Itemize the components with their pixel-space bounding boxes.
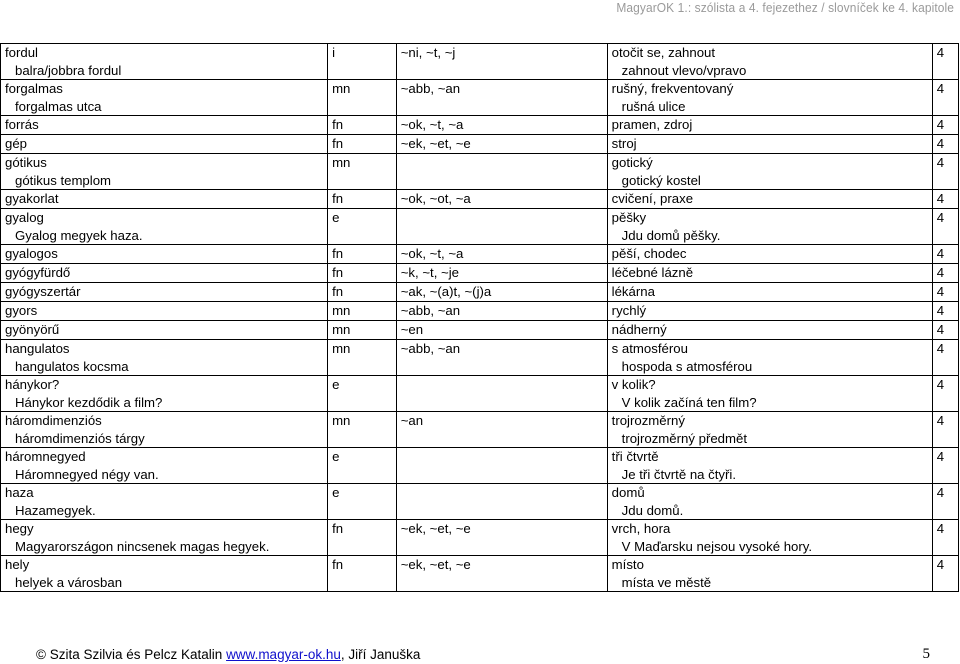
czech-translation-example: rušná ulice — [621, 98, 686, 114]
czech-translation — [607, 190, 932, 209]
word-type-text: mn — [332, 81, 351, 96]
hungarian-word — [1, 520, 328, 556]
hungarian-word — [1, 209, 328, 245]
vocab-row — [1, 190, 959, 209]
chapter-number-text: 4 — [936, 136, 945, 151]
hungarian-word-text: háromnegyed — [5, 449, 86, 464]
word-forms-text: ~ok, ~ot, ~a — [400, 191, 471, 206]
czech-translation-text: místo — [611, 557, 644, 572]
word-forms — [396, 412, 607, 448]
word-type-text: e — [332, 449, 340, 464]
word-forms-text: ~abb, ~an — [400, 81, 461, 96]
chapter-number — [932, 44, 958, 80]
czech-translation — [607, 340, 932, 376]
vocab-row — [1, 209, 959, 245]
hungarian-word — [1, 135, 328, 154]
word-forms-text: ~en — [400, 322, 424, 337]
chapter-number — [932, 154, 958, 190]
vocab-row — [1, 44, 959, 80]
chapter-number-text: 4 — [936, 210, 945, 225]
czech-translation — [607, 80, 932, 116]
word-type — [328, 135, 397, 154]
word-forms-text: ~ok, ~t, ~a — [400, 246, 464, 261]
hungarian-word-text: fordul — [5, 45, 38, 60]
hungarian-word — [1, 283, 328, 302]
chapter-number-text: 4 — [936, 341, 945, 356]
hungarian-word-example: háromdimenziós tárgy — [15, 430, 145, 446]
word-type-text: e — [332, 210, 340, 225]
czech-translation-text: vrch, hora — [611, 521, 671, 536]
hungarian-word — [1, 44, 328, 80]
chapter-number-text: 4 — [936, 521, 945, 536]
vocab-row — [1, 556, 959, 592]
word-forms-text: ~k, ~t, ~je — [400, 265, 459, 280]
hungarian-word — [1, 321, 328, 340]
czech-translation — [607, 209, 932, 245]
chapter-number — [932, 412, 958, 448]
word-type — [328, 412, 397, 448]
czech-translation-text: otočit se, zahnout — [611, 45, 716, 60]
czech-translation-text: stroj — [611, 136, 637, 151]
chapter-number — [932, 448, 958, 484]
czech-translation-text: rušný, frekventovaný — [611, 81, 734, 96]
word-forms-text: ~abb, ~an — [400, 341, 461, 356]
czech-translation — [607, 484, 932, 520]
word-forms-text: ~ek, ~et, ~e — [400, 557, 471, 572]
word-type — [328, 116, 397, 135]
czech-translation-text: lékárna — [611, 284, 655, 299]
page-header-title: MagyarOK 1.: szólista a 4. fejezethez / slovníček ke 4. kapitole — [616, 0, 954, 15]
word-type-text: fn — [332, 246, 344, 261]
vocabulary-table — [0, 43, 959, 592]
chapter-number — [932, 484, 958, 520]
word-forms — [396, 116, 607, 135]
word-forms — [396, 264, 607, 283]
word-forms — [396, 556, 607, 592]
word-type — [328, 340, 397, 376]
chapter-number — [932, 245, 958, 264]
hungarian-word-text: gyalog — [5, 210, 44, 225]
chapter-number — [932, 556, 958, 592]
chapter-number — [932, 80, 958, 116]
word-type-text: mn — [332, 322, 351, 337]
hungarian-word — [1, 80, 328, 116]
czech-translation-example: místa ve městě — [621, 574, 712, 590]
word-forms — [396, 448, 607, 484]
word-type-text: fn — [332, 557, 344, 572]
czech-translation — [607, 264, 932, 283]
hungarian-word — [1, 340, 328, 376]
czech-translation — [607, 412, 932, 448]
vocab-row — [1, 154, 959, 190]
czech-translation — [607, 44, 932, 80]
czech-translation — [607, 302, 932, 321]
czech-translation — [607, 376, 932, 412]
hungarian-word-text: hangulatos — [5, 341, 70, 356]
vocab-row — [1, 376, 959, 412]
hungarian-word-text: gótikus — [5, 155, 47, 170]
hungarian-word — [1, 190, 328, 209]
czech-translation — [607, 135, 932, 154]
word-type-text: fn — [332, 117, 344, 132]
vocab-row — [1, 135, 959, 154]
chapter-number-text: 4 — [936, 155, 945, 170]
word-forms — [396, 190, 607, 209]
vocab-row — [1, 245, 959, 264]
czech-translation-text: cvičení, praxe — [611, 191, 694, 206]
vocab-row — [1, 264, 959, 283]
word-type — [328, 556, 397, 592]
vocab-row — [1, 116, 959, 135]
word-forms — [396, 154, 607, 190]
copyright-icon: © — [36, 647, 46, 662]
hungarian-word-text: háromdimenziós — [5, 413, 102, 428]
hungarian-word — [1, 245, 328, 264]
czech-translation — [607, 321, 932, 340]
hungarian-word-example: Hánykor kezdődik a film? — [15, 394, 163, 410]
word-type-text: fn — [332, 284, 344, 299]
word-forms-text: ~ni, ~t, ~j — [400, 45, 456, 60]
word-forms — [396, 484, 607, 520]
website-link[interactable]: www.magyar-ok.hu — [226, 647, 341, 662]
word-type — [328, 321, 397, 340]
hungarian-word — [1, 448, 328, 484]
czech-translation — [607, 448, 932, 484]
hungarian-word-example: balra/jobbra fordul — [15, 62, 122, 78]
chapter-number — [932, 376, 958, 412]
hungarian-word-example: hangulatos kocsma — [15, 358, 129, 374]
vocab-row — [1, 340, 959, 376]
word-forms — [396, 245, 607, 264]
hungarian-word — [1, 154, 328, 190]
word-type — [328, 484, 397, 520]
czech-translation-example: hospoda s atmosférou — [621, 358, 753, 374]
czech-translation — [607, 520, 932, 556]
chapter-number-text: 4 — [936, 377, 945, 392]
word-type-text: fn — [332, 521, 344, 536]
hungarian-word-text: hely — [5, 557, 30, 572]
czech-translation-text: gotický — [611, 155, 653, 170]
word-forms-text: ~abb, ~an — [400, 303, 461, 318]
chapter-number-text: 4 — [936, 81, 945, 96]
vocab-row — [1, 321, 959, 340]
word-forms-text: ~ek, ~et, ~e — [400, 136, 471, 151]
word-type-text: fn — [332, 136, 344, 151]
footer-authors: Szita Szilvia és Pelcz Katalin — [49, 647, 223, 662]
footer-credits — [36, 647, 420, 662]
hungarian-word-text: forgalmas — [5, 81, 63, 96]
czech-translation-example: Jdu domů. — [621, 502, 684, 518]
hungarian-word-text: haza — [5, 485, 34, 500]
czech-translation-example: V kolik začíná ten film? — [621, 394, 757, 410]
chapter-number — [932, 209, 958, 245]
hungarian-word-text: hánykor? — [5, 377, 60, 392]
page-number: 5 — [922, 646, 930, 662]
czech-translation-example: Je tři čtvrtě na čtyři. — [621, 466, 736, 482]
chapter-number — [932, 283, 958, 302]
word-type-text: fn — [332, 265, 344, 280]
chapter-number-text: 4 — [936, 303, 945, 318]
czech-translation-example: zahnout vlevo/vpravo — [621, 62, 747, 78]
czech-translation-example: V Maďarsku nejsou vysoké hory. — [621, 538, 813, 554]
chapter-number — [932, 116, 958, 135]
word-type — [328, 209, 397, 245]
hungarian-word — [1, 116, 328, 135]
chapter-number-text: 4 — [936, 265, 945, 280]
czech-translation-text: pramen, zdroj — [611, 117, 693, 132]
czech-translation-text: tři čtvrtě — [611, 449, 659, 464]
czech-translation-example: trojrozměrný předmět — [621, 430, 747, 446]
chapter-number — [932, 190, 958, 209]
chapter-number-text: 4 — [936, 413, 945, 428]
hungarian-word-example: Háromnegyed négy van. — [15, 466, 159, 482]
chapter-number — [932, 264, 958, 283]
hungarian-word-example: helyek a városban — [15, 574, 123, 590]
czech-translation-text: domů — [611, 485, 645, 500]
chapter-number-text: 4 — [936, 45, 945, 60]
chapter-number-text: 4 — [936, 284, 945, 299]
hungarian-word — [1, 556, 328, 592]
czech-translation — [607, 556, 932, 592]
hungarian-word-text: gyakorlat — [5, 191, 59, 206]
chapter-number — [932, 340, 958, 376]
word-type — [328, 283, 397, 302]
hungarian-word-text: gyógyszertár — [5, 284, 81, 299]
word-forms — [396, 321, 607, 340]
chapter-number-text: 4 — [936, 322, 945, 337]
hungarian-word-text: gyalogos — [5, 246, 58, 261]
word-type — [328, 245, 397, 264]
czech-translation — [607, 154, 932, 190]
hungarian-word-text: gyors — [5, 303, 38, 318]
hungarian-word-example: gótikus templom — [15, 172, 112, 188]
czech-translation-text: trojrozměrný — [611, 413, 685, 428]
word-forms — [396, 376, 607, 412]
word-type — [328, 80, 397, 116]
word-forms — [396, 340, 607, 376]
chapter-number-text: 4 — [936, 246, 945, 261]
hungarian-word-example: forgalmas utca — [15, 98, 102, 114]
vocab-row — [1, 484, 959, 520]
word-type-text: mn — [332, 155, 351, 170]
hungarian-word-example: Magyarországon nincsenek magas hegyek. — [15, 538, 270, 554]
czech-translation-example: Jdu domů pěšky. — [621, 227, 721, 243]
word-type — [328, 448, 397, 484]
word-type — [328, 302, 397, 321]
czech-translation — [607, 116, 932, 135]
vocab-row — [1, 283, 959, 302]
word-type-text: mn — [332, 413, 351, 428]
czech-translation-text: léčebné lázně — [611, 265, 694, 280]
word-forms — [396, 44, 607, 80]
word-type-text: e — [332, 377, 340, 392]
hungarian-word-text: hegy — [5, 521, 34, 536]
hungarian-word-example: Gyalog megyek haza. — [15, 227, 143, 243]
hungarian-word-text: gyönyörű — [5, 322, 60, 337]
vocab-row — [1, 80, 959, 116]
hungarian-word — [1, 376, 328, 412]
word-type — [328, 190, 397, 209]
chapter-number-text: 4 — [936, 191, 945, 206]
footer-separator: , — [340, 647, 345, 662]
word-forms-text: ~ok, ~t, ~a — [400, 117, 464, 132]
chapter-number — [932, 135, 958, 154]
word-type-text: i — [332, 45, 335, 60]
czech-translation-text: rychlý — [611, 303, 647, 318]
footer-translator: Jiří Januška — [348, 647, 421, 662]
word-forms — [396, 283, 607, 302]
vocab-row — [1, 302, 959, 321]
czech-translation-text: s atmosférou — [611, 341, 688, 356]
hungarian-word-example: Hazamegyek. — [15, 502, 96, 518]
vocab-row — [1, 448, 959, 484]
word-type-text: mn — [332, 341, 351, 356]
word-forms — [396, 209, 607, 245]
czech-translation-example: gotický kostel — [621, 172, 701, 188]
hungarian-word — [1, 302, 328, 321]
chapter-number — [932, 520, 958, 556]
word-type-text: mn — [332, 303, 351, 318]
word-type — [328, 520, 397, 556]
hungarian-word — [1, 412, 328, 448]
czech-translation — [607, 245, 932, 264]
word-forms-text: ~ak, ~(a)t, ~(j)a — [400, 284, 492, 299]
vocabulary-table-body — [1, 44, 959, 592]
chapter-number-text: 4 — [936, 117, 945, 132]
vocab-row — [1, 412, 959, 448]
word-type-text: e — [332, 485, 340, 500]
czech-translation-text: nádherný — [611, 322, 667, 337]
hungarian-word-text: gyógyfürdő — [5, 265, 71, 280]
czech-translation-text: pěší, chodec — [611, 246, 687, 261]
word-forms — [396, 302, 607, 321]
word-type — [328, 44, 397, 80]
word-forms — [396, 520, 607, 556]
hungarian-word — [1, 264, 328, 283]
word-type — [328, 154, 397, 190]
word-forms-text: ~ek, ~et, ~e — [400, 521, 471, 536]
chapter-number — [932, 302, 958, 321]
word-type-text: fn — [332, 191, 344, 206]
hungarian-word — [1, 484, 328, 520]
chapter-number-text: 4 — [936, 485, 945, 500]
hungarian-word-text: gép — [5, 136, 28, 151]
word-type — [328, 264, 397, 283]
chapter-number-text: 4 — [936, 557, 945, 572]
czech-translation-text: v kolik? — [611, 377, 656, 392]
chapter-number-text: 4 — [936, 449, 945, 464]
chapter-number — [932, 321, 958, 340]
czech-translation — [607, 283, 932, 302]
word-forms — [396, 80, 607, 116]
czech-translation-text: pěšky — [611, 210, 647, 225]
word-type — [328, 376, 397, 412]
vocab-row — [1, 520, 959, 556]
word-forms — [396, 135, 607, 154]
hungarian-word-text: forrás — [5, 117, 39, 132]
word-forms-text: ~an — [400, 413, 424, 428]
